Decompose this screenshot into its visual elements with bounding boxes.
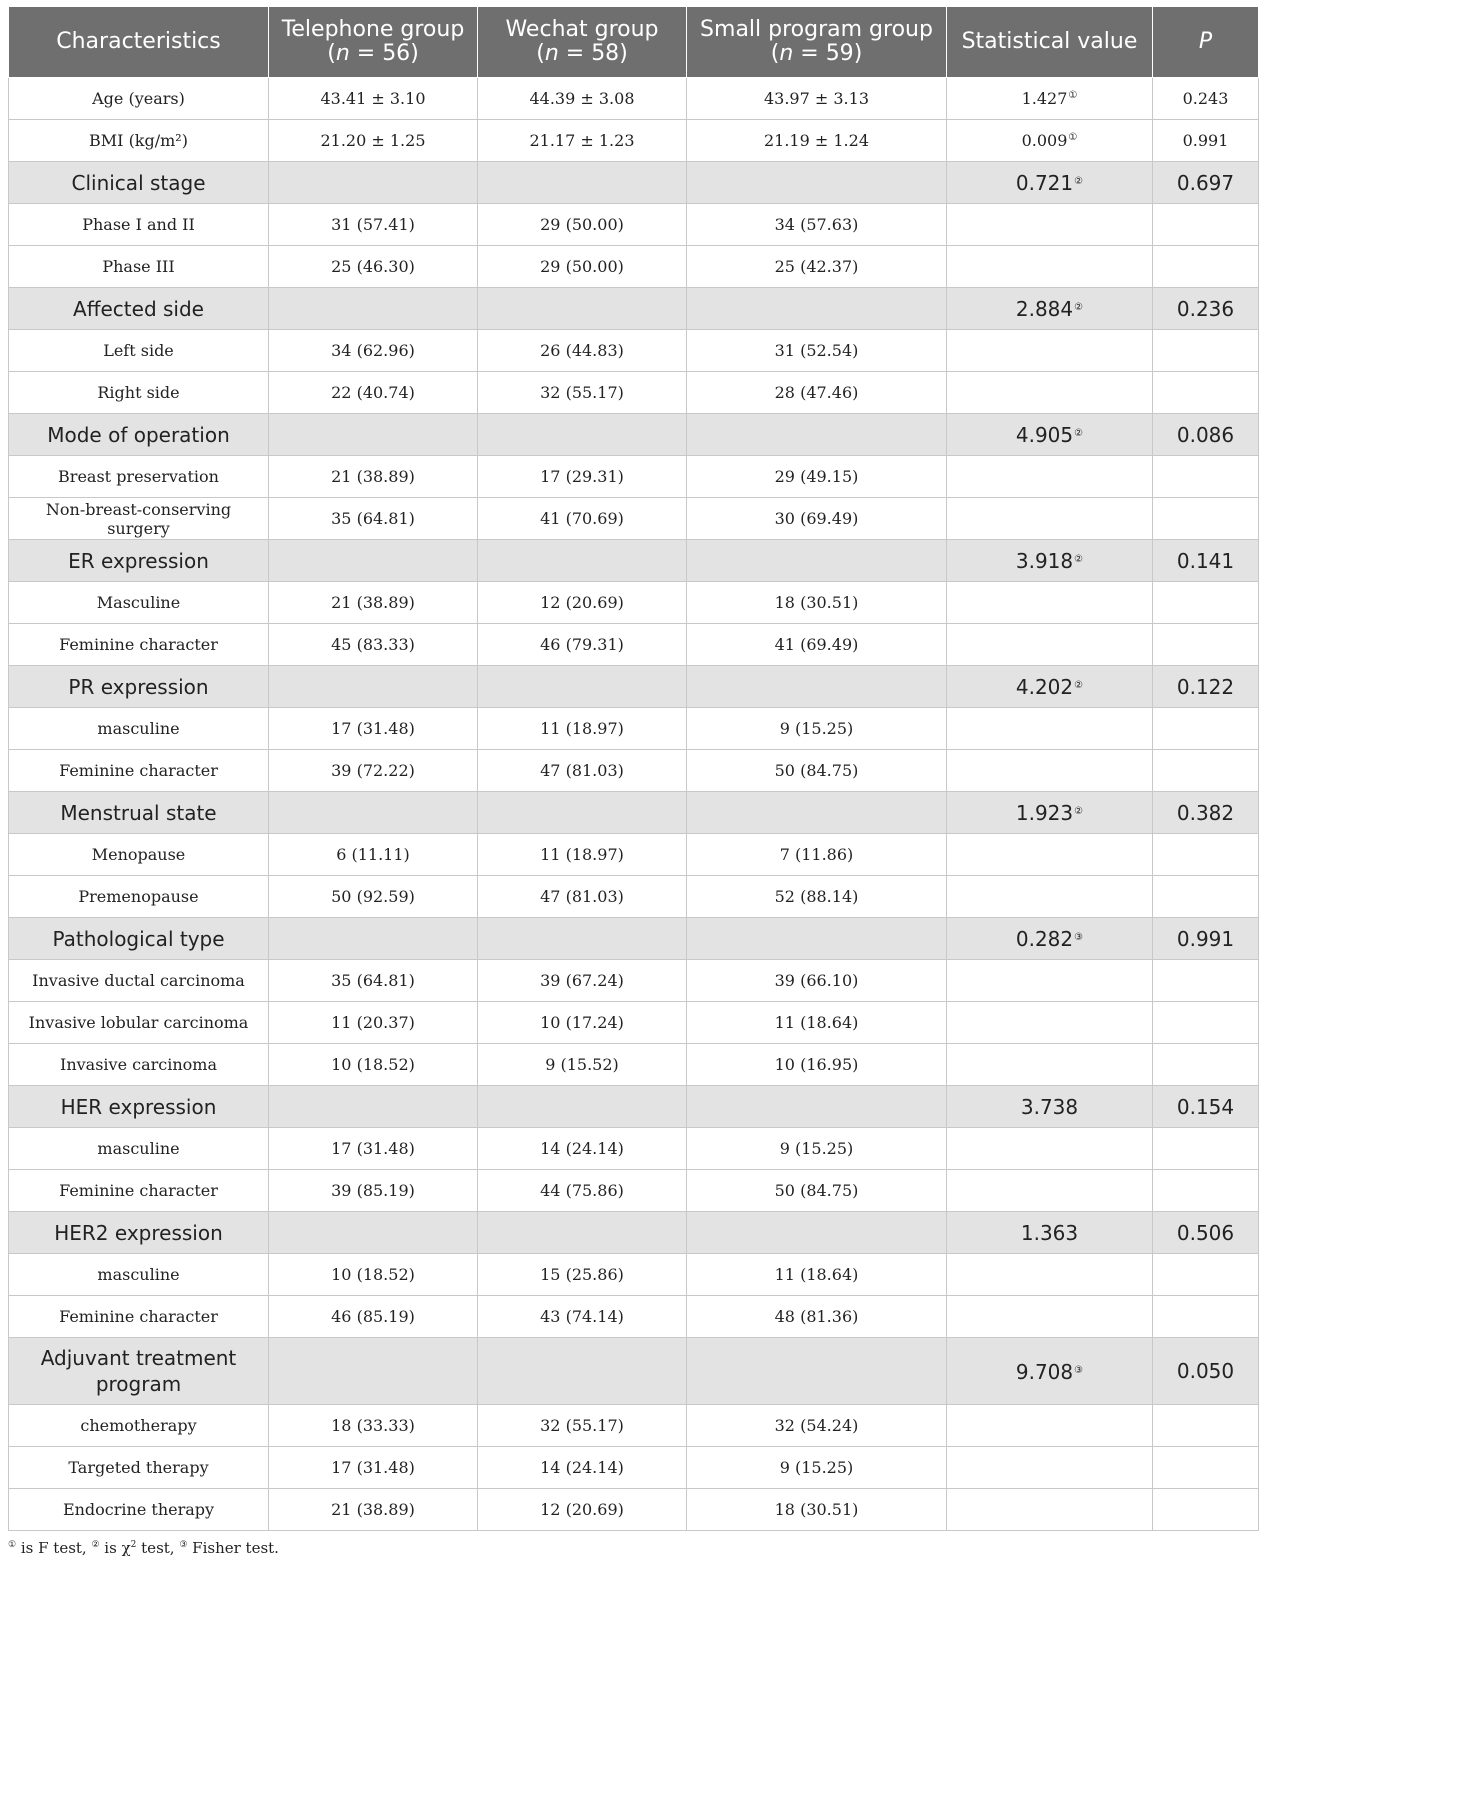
cell-wechat	[478, 1086, 687, 1128]
cell-wechat: 21.17 ± 1.23	[478, 120, 687, 162]
cell-small-program	[687, 288, 947, 330]
cell-p-value	[1153, 1296, 1259, 1338]
cell-statistical-value: 3.918②	[947, 540, 1153, 582]
header-small-n: (n = 59)	[770, 41, 863, 66]
cell-statistical-value	[947, 204, 1153, 246]
cell-p-value	[1153, 372, 1259, 414]
cell-wechat: 41 (70.69)	[478, 498, 687, 540]
row-label: Feminine character	[9, 750, 269, 792]
table-row	[9, 498, 1259, 540]
cell-statistical-value	[947, 1447, 1153, 1489]
cell-wechat	[478, 540, 687, 582]
header-small-program-group	[687, 7, 947, 78]
cell-telephone: 17 (31.48)	[269, 1447, 478, 1489]
cell-p-value: 0.154	[1153, 1086, 1259, 1128]
section-row	[9, 1338, 1259, 1405]
row-label: ER expression	[9, 540, 269, 582]
cell-statistical-value	[947, 1128, 1153, 1170]
cell-telephone	[269, 1212, 478, 1254]
row-label: Clinical stage	[9, 162, 269, 204]
row-label: chemotherapy	[9, 1405, 269, 1447]
table-row	[9, 582, 1259, 624]
cell-telephone: 25 (46.30)	[269, 246, 478, 288]
header-statistical-value: Statistical value	[947, 7, 1153, 78]
cell-small-program: 50 (84.75)	[687, 750, 947, 792]
cell-telephone	[269, 540, 478, 582]
cell-telephone: 39 (72.22)	[269, 750, 478, 792]
table-row	[9, 1489, 1259, 1531]
cell-p-value	[1153, 834, 1259, 876]
cell-wechat	[478, 792, 687, 834]
row-label: Targeted therapy	[9, 1447, 269, 1489]
section-row	[9, 792, 1259, 834]
cell-small-program: 43.97 ± 3.13	[687, 78, 947, 120]
table-row	[9, 1128, 1259, 1170]
cell-small-program: 10 (16.95)	[687, 1044, 947, 1086]
cell-small-program	[687, 792, 947, 834]
cell-telephone: 35 (64.81)	[269, 498, 478, 540]
cell-p-value	[1153, 708, 1259, 750]
cell-small-program: 32 (54.24)	[687, 1405, 947, 1447]
cell-small-program: 31 (52.54)	[687, 330, 947, 372]
cell-p-value: 0.050	[1153, 1338, 1259, 1405]
cell-wechat: 47 (81.03)	[478, 876, 687, 918]
cell-small-program: 18 (30.51)	[687, 582, 947, 624]
cell-p-value	[1153, 204, 1259, 246]
row-label: Feminine character	[9, 1170, 269, 1212]
cell-wechat: 12 (20.69)	[478, 1489, 687, 1531]
cell-small-program: 41 (69.49)	[687, 624, 947, 666]
table-row	[9, 246, 1259, 288]
cell-wechat	[478, 1338, 687, 1405]
table-body	[9, 78, 1259, 1531]
cell-telephone	[269, 162, 478, 204]
cell-wechat: 11 (18.97)	[478, 834, 687, 876]
cell-p-value: 0.697	[1153, 162, 1259, 204]
cell-p-value	[1153, 1170, 1259, 1212]
row-label: Masculine	[9, 582, 269, 624]
section-row	[9, 162, 1259, 204]
cell-p-value	[1153, 624, 1259, 666]
table-row	[9, 1296, 1259, 1338]
characteristics-table	[8, 6, 1259, 1531]
cell-statistical-value	[947, 582, 1153, 624]
cell-small-program: 29 (49.15)	[687, 456, 947, 498]
cell-p-value	[1153, 960, 1259, 1002]
cell-p-value: 0.236	[1153, 288, 1259, 330]
cell-statistical-value	[947, 1489, 1153, 1531]
cell-telephone: 21 (38.89)	[269, 1489, 478, 1531]
cell-small-program: 52 (88.14)	[687, 876, 947, 918]
cell-statistical-value	[947, 330, 1153, 372]
cell-small-program	[687, 1212, 947, 1254]
cell-p-value: 0.991	[1153, 918, 1259, 960]
header-small-title: Small program group	[700, 17, 933, 42]
cell-wechat: 14 (24.14)	[478, 1128, 687, 1170]
row-label: Mode of operation	[9, 414, 269, 456]
table-row	[9, 1044, 1259, 1086]
cell-telephone	[269, 1338, 478, 1405]
cell-telephone: 22 (40.74)	[269, 372, 478, 414]
cell-telephone: 34 (62.96)	[269, 330, 478, 372]
cell-statistical-value	[947, 834, 1153, 876]
row-label: Endocrine therapy	[9, 1489, 269, 1531]
cell-wechat	[478, 162, 687, 204]
table-row	[9, 1405, 1259, 1447]
header-wechat-group	[478, 7, 687, 78]
cell-wechat	[478, 666, 687, 708]
header-wechat-n: (n = 58)	[536, 41, 628, 66]
cell-wechat: 32 (55.17)	[478, 372, 687, 414]
cell-statistical-value	[947, 1296, 1153, 1338]
cell-small-program: 28 (47.46)	[687, 372, 947, 414]
row-label: Feminine character	[9, 624, 269, 666]
cell-wechat: 15 (25.86)	[478, 1254, 687, 1296]
cell-wechat: 32 (55.17)	[478, 1405, 687, 1447]
cell-wechat: 47 (81.03)	[478, 750, 687, 792]
row-label: Menopause	[9, 834, 269, 876]
cell-statistical-value	[947, 1170, 1153, 1212]
row-label: Breast preservation	[9, 456, 269, 498]
table-row	[9, 78, 1259, 120]
cell-statistical-value	[947, 1405, 1153, 1447]
cell-wechat: 10 (17.24)	[478, 1002, 687, 1044]
row-label: PR expression	[9, 666, 269, 708]
row-label: Age (years)	[9, 78, 269, 120]
table-row	[9, 750, 1259, 792]
cell-p-value: 0.506	[1153, 1212, 1259, 1254]
cell-statistical-value: 3.738	[947, 1086, 1153, 1128]
row-label: Affected side	[9, 288, 269, 330]
row-label: Left side	[9, 330, 269, 372]
cell-telephone: 39 (85.19)	[269, 1170, 478, 1212]
table-row	[9, 456, 1259, 498]
cell-small-program	[687, 414, 947, 456]
table-row	[9, 708, 1259, 750]
cell-wechat: 26 (44.83)	[478, 330, 687, 372]
table-footnote: ① is F test, ② is $\chi^2$ test, ③ Fisher test.	[8, 1539, 279, 1557]
cell-small-program: 21.19 ± 1.24	[687, 120, 947, 162]
cell-telephone: 50 (92.59)	[269, 876, 478, 918]
cell-small-program: 18 (30.51)	[687, 1489, 947, 1531]
cell-statistical-value: 4.905②	[947, 414, 1153, 456]
cell-wechat: 14 (24.14)	[478, 1447, 687, 1489]
section-row	[9, 1212, 1259, 1254]
cell-small-program: 39 (66.10)	[687, 960, 947, 1002]
cell-telephone	[269, 414, 478, 456]
cell-telephone: 35 (64.81)	[269, 960, 478, 1002]
table-row	[9, 1447, 1259, 1489]
row-label: masculine	[9, 708, 269, 750]
cell-p-value	[1153, 750, 1259, 792]
cell-p-value	[1153, 1254, 1259, 1296]
cell-wechat: 12 (20.69)	[478, 582, 687, 624]
table-row	[9, 834, 1259, 876]
cell-p-value	[1153, 1128, 1259, 1170]
cell-small-program: 50 (84.75)	[687, 1170, 947, 1212]
cell-statistical-value: 1.427①	[947, 78, 1153, 120]
cell-statistical-value	[947, 708, 1153, 750]
cell-statistical-value	[947, 372, 1153, 414]
cell-statistical-value: 0.009①	[947, 120, 1153, 162]
cell-small-program: 30 (69.49)	[687, 498, 947, 540]
cell-telephone: 46 (85.19)	[269, 1296, 478, 1338]
row-label: Pathological type	[9, 918, 269, 960]
cell-statistical-value	[947, 1044, 1153, 1086]
cell-wechat: 17 (29.31)	[478, 456, 687, 498]
cell-statistical-value	[947, 246, 1153, 288]
cell-statistical-value	[947, 624, 1153, 666]
header-row	[9, 7, 1259, 78]
cell-telephone: 31 (57.41)	[269, 204, 478, 246]
cell-p-value	[1153, 246, 1259, 288]
cell-wechat: 44 (75.86)	[478, 1170, 687, 1212]
table-row	[9, 960, 1259, 1002]
cell-statistical-value	[947, 1254, 1153, 1296]
cell-p-value	[1153, 1489, 1259, 1531]
row-label: HER2 expression	[9, 1212, 269, 1254]
table-row	[9, 120, 1259, 162]
row-label: masculine	[9, 1254, 269, 1296]
row-label: Phase III	[9, 246, 269, 288]
cell-wechat	[478, 1212, 687, 1254]
row-label: Invasive lobular carcinoma	[9, 1002, 269, 1044]
cell-p-value	[1153, 1405, 1259, 1447]
cell-telephone: 45 (83.33)	[269, 624, 478, 666]
cell-telephone: 17 (31.48)	[269, 1128, 478, 1170]
row-label: Feminine character	[9, 1296, 269, 1338]
cell-p-value	[1153, 1447, 1259, 1489]
cell-telephone: 43.41 ± 3.10	[269, 78, 478, 120]
cell-telephone: 10 (18.52)	[269, 1254, 478, 1296]
header-telephone-group	[269, 7, 478, 78]
row-label: Right side	[9, 372, 269, 414]
cell-telephone: 18 (33.33)	[269, 1405, 478, 1447]
row-label: Invasive ductal carcinoma	[9, 960, 269, 1002]
cell-p-value	[1153, 876, 1259, 918]
table-row	[9, 1254, 1259, 1296]
cell-small-program: 25 (42.37)	[687, 246, 947, 288]
cell-small-program	[687, 162, 947, 204]
cell-small-program	[687, 1338, 947, 1405]
cell-wechat: 29 (50.00)	[478, 204, 687, 246]
cell-small-program	[687, 918, 947, 960]
cell-small-program: 48 (81.36)	[687, 1296, 947, 1338]
table-row	[9, 1170, 1259, 1212]
cell-p-value: 0.243	[1153, 78, 1259, 120]
cell-small-program: 34 (57.63)	[687, 204, 947, 246]
row-label: Premenopause	[9, 876, 269, 918]
cell-wechat: 29 (50.00)	[478, 246, 687, 288]
cell-wechat: 9 (15.52)	[478, 1044, 687, 1086]
cell-p-value	[1153, 330, 1259, 372]
cell-statistical-value: 1.363	[947, 1212, 1153, 1254]
cell-telephone: 21.20 ± 1.25	[269, 120, 478, 162]
row-label: masculine	[9, 1128, 269, 1170]
cell-wechat: 39 (67.24)	[478, 960, 687, 1002]
cell-wechat	[478, 918, 687, 960]
section-row	[9, 540, 1259, 582]
header-p: P	[1153, 7, 1259, 78]
row-label: Non-breast-conserving surgery	[9, 498, 269, 540]
cell-wechat: 44.39 ± 3.08	[478, 78, 687, 120]
table-row	[9, 876, 1259, 918]
header-characteristics: Characteristics	[9, 7, 269, 78]
row-label: HER expression	[9, 1086, 269, 1128]
cell-wechat	[478, 414, 687, 456]
table-row	[9, 1002, 1259, 1044]
table-row	[9, 330, 1259, 372]
cell-small-program: 11 (18.64)	[687, 1254, 947, 1296]
cell-wechat	[478, 288, 687, 330]
header-telephone-title: Telephone group	[281, 17, 465, 42]
cell-p-value	[1153, 1044, 1259, 1086]
table-container	[8, 6, 1258, 1557]
cell-wechat: 43 (74.14)	[478, 1296, 687, 1338]
cell-telephone: 6 (11.11)	[269, 834, 478, 876]
cell-statistical-value	[947, 750, 1153, 792]
cell-telephone: 10 (18.52)	[269, 1044, 478, 1086]
cell-statistical-value: 0.282③	[947, 918, 1153, 960]
row-label: Adjuvant treatment program	[9, 1338, 269, 1405]
cell-p-value: 0.122	[1153, 666, 1259, 708]
cell-telephone	[269, 666, 478, 708]
table-row	[9, 624, 1259, 666]
cell-telephone	[269, 918, 478, 960]
cell-small-program	[687, 540, 947, 582]
table-row	[9, 204, 1259, 246]
cell-statistical-value	[947, 456, 1153, 498]
row-label: BMI (kg/m²)	[9, 120, 269, 162]
table-row	[9, 372, 1259, 414]
cell-wechat: 46 (79.31)	[478, 624, 687, 666]
cell-statistical-value: 0.721②	[947, 162, 1153, 204]
cell-statistical-value: 1.923②	[947, 792, 1153, 834]
cell-p-value: 0.086	[1153, 414, 1259, 456]
cell-small-program	[687, 666, 947, 708]
cell-statistical-value	[947, 876, 1153, 918]
section-row	[9, 288, 1259, 330]
cell-statistical-value	[947, 1002, 1153, 1044]
cell-statistical-value: 4.202②	[947, 666, 1153, 708]
cell-small-program: 9 (15.25)	[687, 708, 947, 750]
cell-telephone: 11 (20.37)	[269, 1002, 478, 1044]
row-label: Invasive carcinoma	[9, 1044, 269, 1086]
cell-statistical-value	[947, 960, 1153, 1002]
cell-small-program: 11 (18.64)	[687, 1002, 947, 1044]
cell-small-program	[687, 1086, 947, 1128]
cell-p-value: 0.141	[1153, 540, 1259, 582]
cell-small-program: 9 (15.25)	[687, 1128, 947, 1170]
cell-p-value	[1153, 456, 1259, 498]
header-telephone-n: (n = 56)	[327, 41, 419, 66]
cell-p-value: 0.991	[1153, 120, 1259, 162]
section-row	[9, 1086, 1259, 1128]
cell-p-value: 0.382	[1153, 792, 1259, 834]
row-label: Menstrual state	[9, 792, 269, 834]
cell-telephone	[269, 1086, 478, 1128]
header-wechat-title: Wechat group	[505, 17, 659, 42]
section-row	[9, 414, 1259, 456]
row-label: Phase I and II	[9, 204, 269, 246]
cell-telephone: 17 (31.48)	[269, 708, 478, 750]
cell-p-value	[1153, 1002, 1259, 1044]
cell-p-value	[1153, 582, 1259, 624]
section-row	[9, 918, 1259, 960]
cell-telephone: 21 (38.89)	[269, 582, 478, 624]
cell-telephone	[269, 792, 478, 834]
cell-wechat: 11 (18.97)	[478, 708, 687, 750]
cell-p-value	[1153, 498, 1259, 540]
cell-small-program: 9 (15.25)	[687, 1447, 947, 1489]
cell-statistical-value: 2.884②	[947, 288, 1153, 330]
cell-statistical-value	[947, 498, 1153, 540]
section-row	[9, 666, 1259, 708]
cell-telephone: 21 (38.89)	[269, 456, 478, 498]
cell-small-program: 7 (11.86)	[687, 834, 947, 876]
cell-statistical-value: 9.708③	[947, 1338, 1153, 1405]
cell-telephone	[269, 288, 478, 330]
